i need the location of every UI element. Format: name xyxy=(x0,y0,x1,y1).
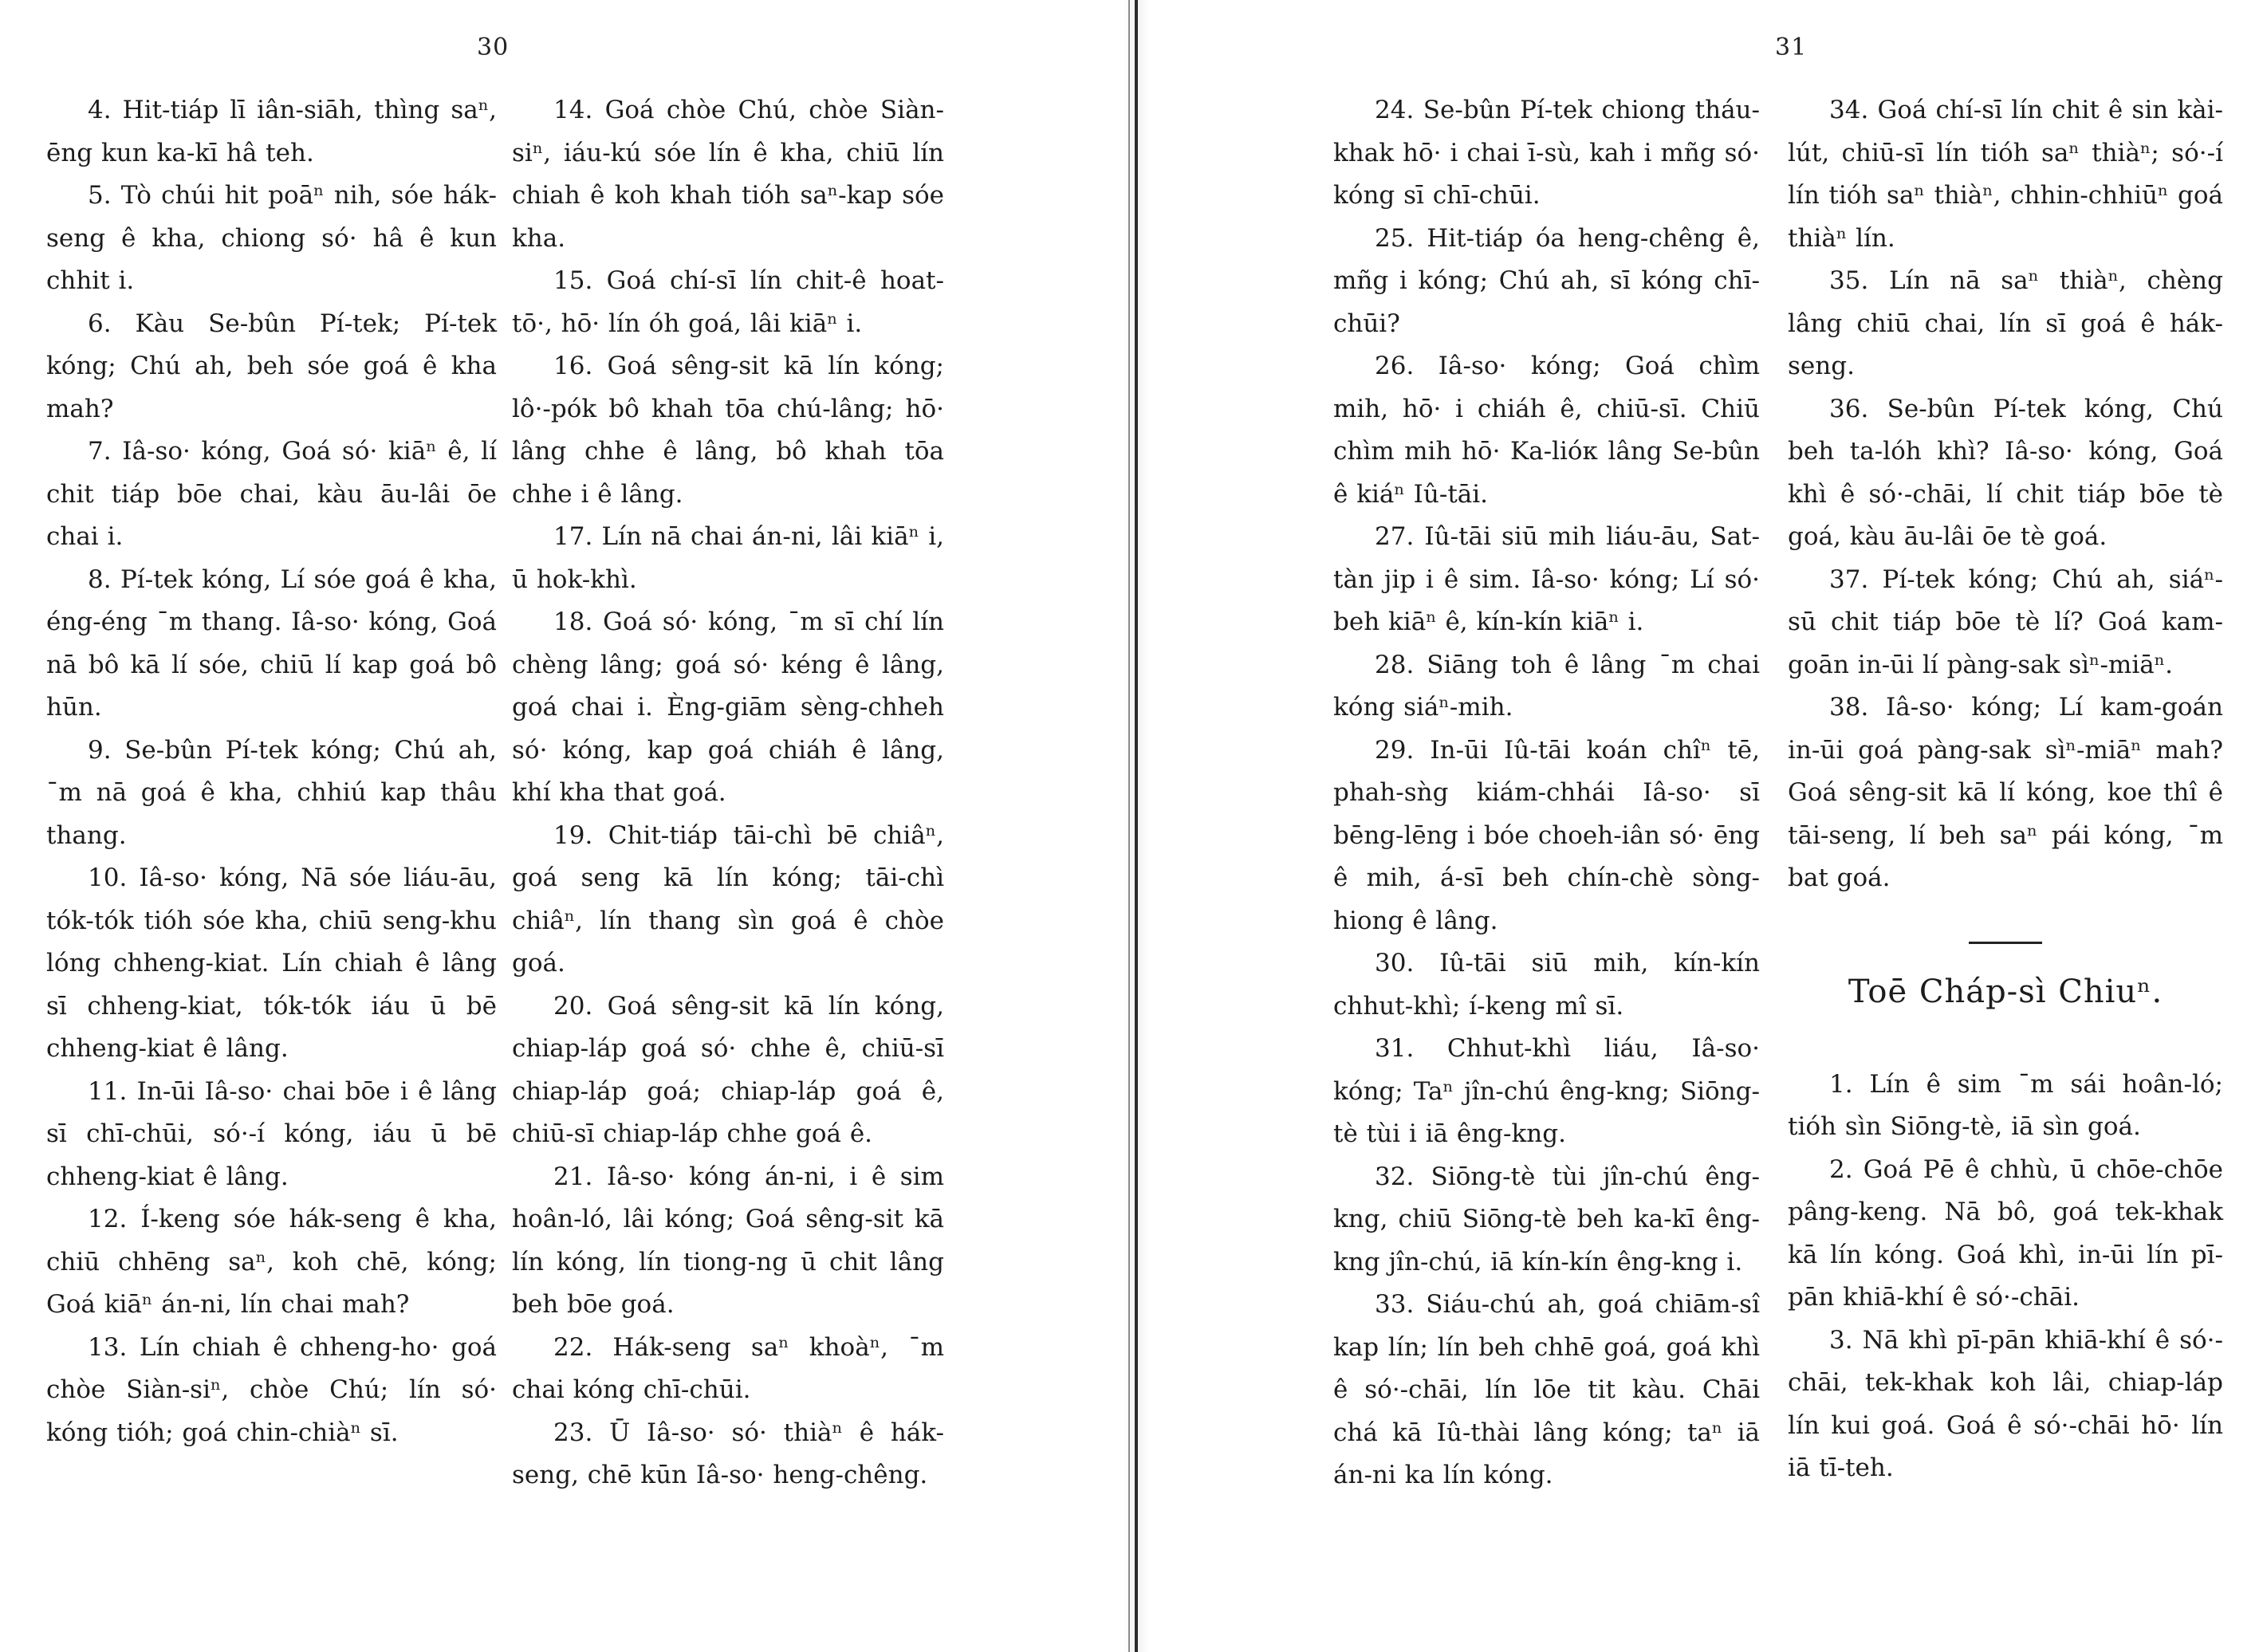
right-column-1 xyxy=(1333,89,1760,1497)
verse: 31. Chhut-khì liáu, Iâ-so· kóng; Taⁿ jîn-chú êng-kng; Siōng-tè tùi i iā êng-kng. xyxy=(1333,1034,1760,1148)
verse: 8. Pí-tek kóng, Lí sóe goá ê kha, éng-éng ˉm thang. Iâ-so· kóng, Goá nā bô kā lí sóe, chiū lí kap goá bô hūn. xyxy=(46,564,497,722)
verse: 34. Goá chí-sī lín chit ê sin kài-lút, chiū-sī lín tióh saⁿ thiàⁿ; só·-í lín tióh saⁿ thiàⁿ, chhin-chhiūⁿ goá thiàⁿ lín. xyxy=(1788,96,2223,253)
verse: 1. Lín ê sim ˉm sái hoân-ló; tióh sìn Siōng-tè, iā sìn goá. xyxy=(1788,1069,2223,1141)
verse: 32. Siōng-tè tùi jîn-chú êng-kng, chiū Siōng-tè beh ka-kī êng-kng jîn-chú, iā kín-kín êng-kng i. xyxy=(1333,1162,1760,1276)
verse: 9. Se-bûn Pí-tek kóng; Chú ah, ˉm nā goá ê kha, chhiú kap thâu thang. xyxy=(46,735,497,850)
right-column-2 xyxy=(1788,89,2223,1490)
verse: 35. Lín nā saⁿ thiàⁿ, chèng lâng chiū chai, lín sī goá ê hák-seng. xyxy=(1788,266,2223,380)
verse: 22. Hák-seng saⁿ khoàⁿ, ˉm chai kóng chī-chūi. xyxy=(512,1332,944,1404)
verse: 26. Iâ-so· kóng; Goá chìm mih, hō· i chiáh ê, chiū-sī. Chiū chìm mih hō· Ka-lióк lâng Se-bûn ê kiáⁿ Iû-tāi. xyxy=(1333,352,1760,509)
verse: 33. Siáu-chú ah, goá chiām-sî kap lín; lín beh chhē goá, goá khì ê só·-chāi, lín lōe tit kàu. Chāi chá kā Iû-thài lâng kóng; taⁿ iā án-ni ka lín kóng. xyxy=(1333,1290,1760,1489)
page-number: 30 xyxy=(477,33,510,61)
book-gutter xyxy=(1120,0,1152,1652)
verse: 25. Hit-tiáp óa heng-chêng ê, mñg i kóng; Chú ah, sī kóng chī-chūi? xyxy=(1333,223,1760,338)
verse: 28. Siāng toh ê lâng ˉm chai kóng siáⁿ-mih. xyxy=(1333,650,1760,722)
verse: 10. Iâ-so· kóng, Nā sóe liáu-āu, tók-tók tióh sóe kha, chiū seng-khu lóng chheng-kiat. Lín chiah ê lâng sī chheng-kiat, tók-tók iáu ū bē chheng-kiat ê lâng. xyxy=(46,863,497,1063)
verse: 5. Tò chúi hit poāⁿ nih, sóe hák-seng ê kha, chiong só· hâ ê kun chhit i. xyxy=(46,181,497,295)
verse: 7. Iâ-so· kóng, Goá só· kiāⁿ ê, lí chit tiáp bōe chai, kàu āu-lâi ōe chai i. xyxy=(46,437,497,551)
verse: 3. Nā khì pī-pān khiā-khí ê só·-chāi, tek-khak koh lâi, chiap-láp lín kui goá. Goá ê só·-chāi hō· lín iā tī-teh. xyxy=(1788,1325,2223,1482)
verse: 38. Iâ-so· kóng; Lí kam-goán in-ūi goá pàng-sak sìⁿ-miāⁿ mah? Goá sêng-sit kā lí kóng, koe thî ê tāi-seng, lí beh saⁿ pái kóng, ˉm bat goá. xyxy=(1788,693,2223,892)
verse: 19. Chit-tiáp tāi-chì bē chiâⁿ, goá seng kā lín kóng; tāi-chì chiâⁿ, lín thang sìn goá ê chòe goá. xyxy=(512,820,944,977)
verse: 30. Iû-tāi siū mih, kín-kín chhut-khì; í-keng mî sī. xyxy=(1333,949,1760,1021)
section-divider xyxy=(1969,942,2042,944)
verse: 36. Se-bûn Pí-tek kóng, Chú beh ta-lóh khì? Iâ-so· kóng, Goá khì ê só·-chāi, lí chit tiáp bōe tè goá, kàu āu-lâi ōe tè goá. xyxy=(1788,394,2223,551)
verse: 24. Se-bûn Pí-tek chiong tháu-khak hō· i chai ī-sù, kah i mñg só· kóng sī chī-chūi. xyxy=(1333,96,1760,210)
left-column-2 xyxy=(512,89,944,1497)
verse: 37. Pí-tek kóng; Chú ah, siáⁿ-sū chit tiáp bōe tè lí? Goá kam-goān in-ūi lí pàng-sak sìⁿ-miāⁿ. xyxy=(1788,564,2223,679)
verse: 23. Ū Iâ-so· só· thiàⁿ ê hák-seng, chē kūn Iâ-so· heng-chêng. xyxy=(512,1418,944,1489)
chapter-heading: Toē Cháp-sì Chiuⁿ. xyxy=(1848,973,2163,1010)
verse: 13. Lín chiah ê chheng-ho· goá chòe Siàn-siⁿ, chòe Chú; lín só· kóng tióh; goá chin-chiàⁿ sī. xyxy=(46,1332,497,1447)
verse: 11. In-ūi Iâ-so· chai bōe i ê lâng sī chī-chūi, só·-í kóng, iáu ū bē chheng-kiat ê lâng. xyxy=(46,1076,497,1191)
verse: 20. Goá sêng-sit kā lín kóng, chiap-láp goá só· chhe ê, chiū-sī chiap-láp goá; chiap-láp goá ê, chiū-sī chiap-láp chhe goá ê. xyxy=(512,991,944,1148)
verse: 17. Lín nā chai án-ni, lâi kiāⁿ i, ū hok-khì. xyxy=(512,522,944,594)
right-page xyxy=(1156,0,2263,1652)
verse: 21. Iâ-so· kóng án-ni, i ê sim hoân-ló, lâi kóng; Goá sêng-sit kā lín kóng, lín tiong-ng ū chit lâng beh bōe goá. xyxy=(512,1162,944,1319)
page-number: 31 xyxy=(1775,33,1808,61)
verse: 12. Í-keng sóe hák-seng ê kha, chiū chhēng saⁿ, koh chē, kóng; Goá kiāⁿ án-ni, lín chai mah? xyxy=(46,1205,497,1319)
left-page xyxy=(0,0,1116,1652)
verse: 27. Iû-tāi siū mih liáu-āu, Sat-tàn jip i ê sim. Iâ-so· kóng; Lí só· beh kiāⁿ ê, kín-kín kiāⁿ i. xyxy=(1333,522,1760,636)
gutter-spine xyxy=(1135,0,1138,1652)
verse: 29. In-ūi Iû-tāi koán chîⁿ tē, phah-sǹg kiám-chhái Iâ-so· sī bēng-lēng i bóe choeh-iân só· ēng ê mih, á-sī beh chín-chè sòng-hiong ê lâng. xyxy=(1333,735,1760,935)
verse: 6. Kàu Se-bûn Pí-tek; Pí-tek kóng; Chú ah, beh sóe goá ê kha mah? xyxy=(46,309,497,423)
verse: 14. Goá chòe Chú, chòe Siàn-siⁿ, iáu-kú sóe lín ê kha, chiū lín chiah ê koh khah tióh saⁿ-kap sóe kha. xyxy=(512,96,944,253)
gutter-edge xyxy=(1128,0,1130,1652)
verse: 2. Goá Pē ê chhù, ū chōe-chōe pâng-keng. Nā bô, goá tek-khak kā lín kóng. Goá khì, in-ūi lín pī-pān khiā-khí ê só·-chāi. xyxy=(1788,1154,2223,1312)
verse: 16. Goá sêng-sit kā lín kóng; lô·-pók bô khah tōa chú-lâng; hō· lâng chhe ê lâng, bô khah tōa chhe i ê lâng. xyxy=(512,352,944,509)
verse: 18. Goá só· kóng, ˉm sī chí lín chèng lâng; goá só· kéng ê lâng, goá chai i. Èng-giām sèng-chheh só· kóng, kap goá chiáh ê lâng, khí kha that goá. xyxy=(512,608,944,807)
verse: 4. Hit-tiáp lī iân-siāh, thìng saⁿ, ēng kun ka-kī hâ teh. xyxy=(46,96,497,167)
left-column-1 xyxy=(46,89,497,1454)
verse: 15. Goá chí-sī lín chit-ê hoat-tō·, hō· lín óh goá, lâi kiāⁿ i. xyxy=(512,266,944,338)
